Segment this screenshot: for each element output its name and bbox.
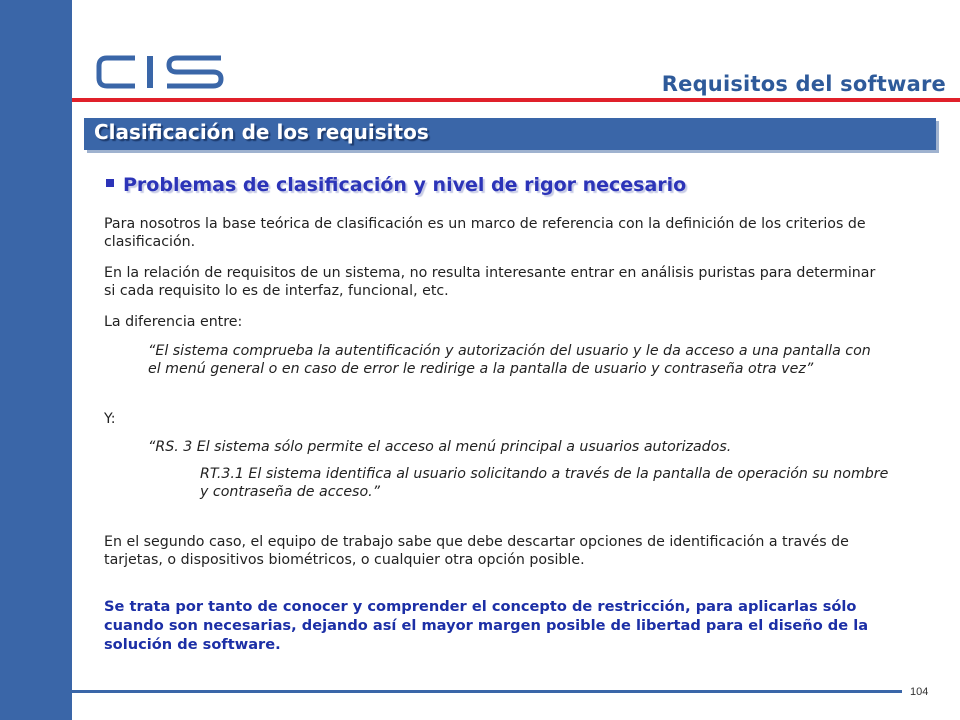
subheading [106, 174, 686, 196]
header-divider [72, 98, 960, 102]
section-title-bar [84, 118, 936, 150]
footer-divider [72, 690, 902, 693]
page-number: 104 [910, 686, 929, 698]
subheading-text: Problemas de clasificación y nivel de rigor necesario [123, 174, 687, 196]
quote-rt31: RT.3.1 El sistema identifica al usuario solicitando a través de la pantalla de operación su nombre y contraseña de acceso.” [200, 466, 889, 500]
section-title: Clasificación de los requisitos [94, 120, 429, 144]
paragraph-and: Y: [104, 411, 116, 427]
square-bullet-icon [106, 179, 114, 187]
paragraph-second-case: En el segundo caso, el equipo de trabajo sabe que debe descartar opciones de identificación a través de tarjetas, o dispositivos biométricos, o cualquier otra opción posible. [104, 534, 849, 568]
paragraph-theory: Para nosotros la base teórica de clasificación es un marco de referencia con la definición de los criterios de clasificación. [104, 216, 866, 250]
paragraph-requirements: En la relación de requisitos de un sistema, no resulta interesante entrar en análisis puristas para determinar si cada requisito lo es de interfaz, funcional, etc. [104, 265, 876, 299]
header-title: Requisitos del software [661, 72, 946, 96]
conclusion-paragraph: Se trata por tanto de conocer y comprender el concepto de restricción, para aplicarlas sólo cuando son necesarias, dejando así el mayor margen posible de libertad para el diseño de la solución de software. [104, 598, 869, 653]
paragraph-difference: La diferencia entre: [104, 314, 243, 330]
left-sidebar-band [0, 0, 72, 720]
cis-logo [95, 52, 225, 92]
quote-rs3: “RS. 3 El sistema sólo permite el acceso al menú principal a usuarios autorizados. [148, 439, 732, 455]
quote-example-1: “El sistema comprueba la autentificación y autorización del usuario y le da acceso a una pantalla con el menú general o en caso de error le redirige a la pantalla de usuario y contraseña otra vez” [148, 343, 871, 377]
